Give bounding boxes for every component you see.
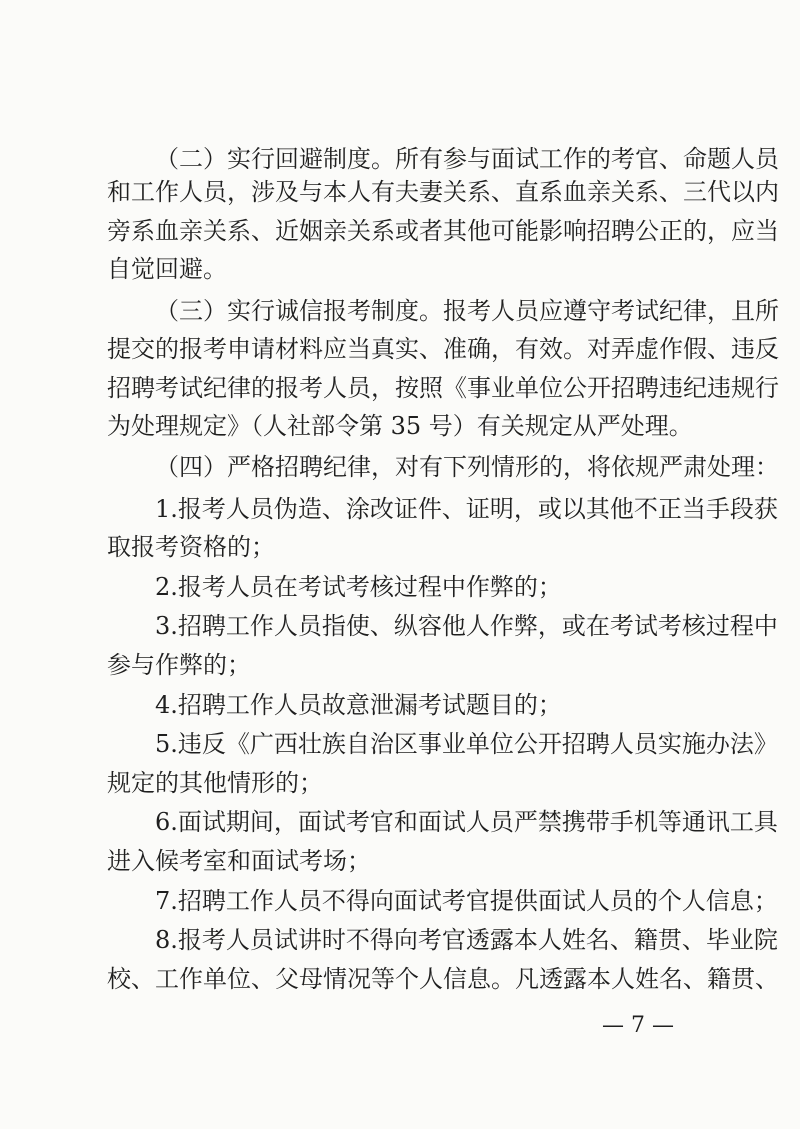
paragraph-3-line-2: 提交的报考申请材料应当真实、准确，有效。对弄虚作假、违反 bbox=[107, 335, 779, 363]
item-2-line: 2.报考人员在考试考核过程中作弊的； bbox=[155, 573, 562, 601]
paragraph-2-line-2: 和工作人员，涉及与本人有夫妻关系、直系血亲关系、三代以内 bbox=[107, 178, 779, 206]
item-7-line: 7.招聘工作人员不得向面试考官提供面试人员的个人信息； bbox=[155, 887, 778, 915]
item-5-line-1: 5.违反《广西壮族自治区事业单位公开招聘人员实施办法》 bbox=[155, 730, 778, 758]
item-1-line-2: 取报考资格的； bbox=[107, 533, 275, 561]
paragraph-2-line-3: 旁系血亲关系、近姻亲关系或者其他可能影响招聘公正的，应当 bbox=[107, 217, 779, 245]
item-4-line: 4.招聘工作人员故意泄漏考试题目的； bbox=[155, 691, 562, 719]
item-8-line-1: 8.报考人员试讲时不得向考官透露本人姓名、籍贯、毕业院 bbox=[155, 926, 778, 954]
item-1-line-1: 1.报考人员伪造、涂改证件、证明，或以其他不正当手段获 bbox=[155, 495, 778, 523]
paragraph-4-line-1: （四）严格招聘纪律，对有下列情形的，将依规严肃处理： bbox=[155, 453, 779, 481]
paragraph-2-line-1: （二）实行回避制度。所有参与面试工作的考官、命题人员 bbox=[155, 145, 779, 173]
item-6-line-1: 6.面试期间，面试考官和面试人员严禁携带手机等通讯工具 bbox=[155, 808, 778, 836]
item-8-line-2: 校、工作单位、父母情况等个人信息。凡透露本人姓名、籍贯、 bbox=[107, 965, 779, 993]
item-3-line-2: 参与作弊的； bbox=[107, 651, 251, 679]
page-number: — 7 — bbox=[602, 1013, 674, 1038]
paragraph-3-line-1: （三）实行诚信报考制度。报考人员应遵守考试纪律，且所 bbox=[155, 297, 779, 325]
item-5-line-2: 规定的其他情形的； bbox=[107, 769, 323, 797]
item-3-line-1: 3.招聘工作人员指使、纵容他人作弊，或在考试考核过程中 bbox=[155, 612, 778, 640]
paragraph-3-line-3: 招聘考试纪律的报考人员，按照《事业单位公开招聘违纪违规行 bbox=[107, 374, 779, 402]
item-6-line-2: 进入候考室和面试考场； bbox=[107, 847, 371, 875]
paragraph-3-line-4: 为处理规定》（人社部令第 35 号）有关规定从严处理。 bbox=[107, 412, 693, 440]
paragraph-2-line-4: 自觉回避。 bbox=[107, 255, 227, 283]
